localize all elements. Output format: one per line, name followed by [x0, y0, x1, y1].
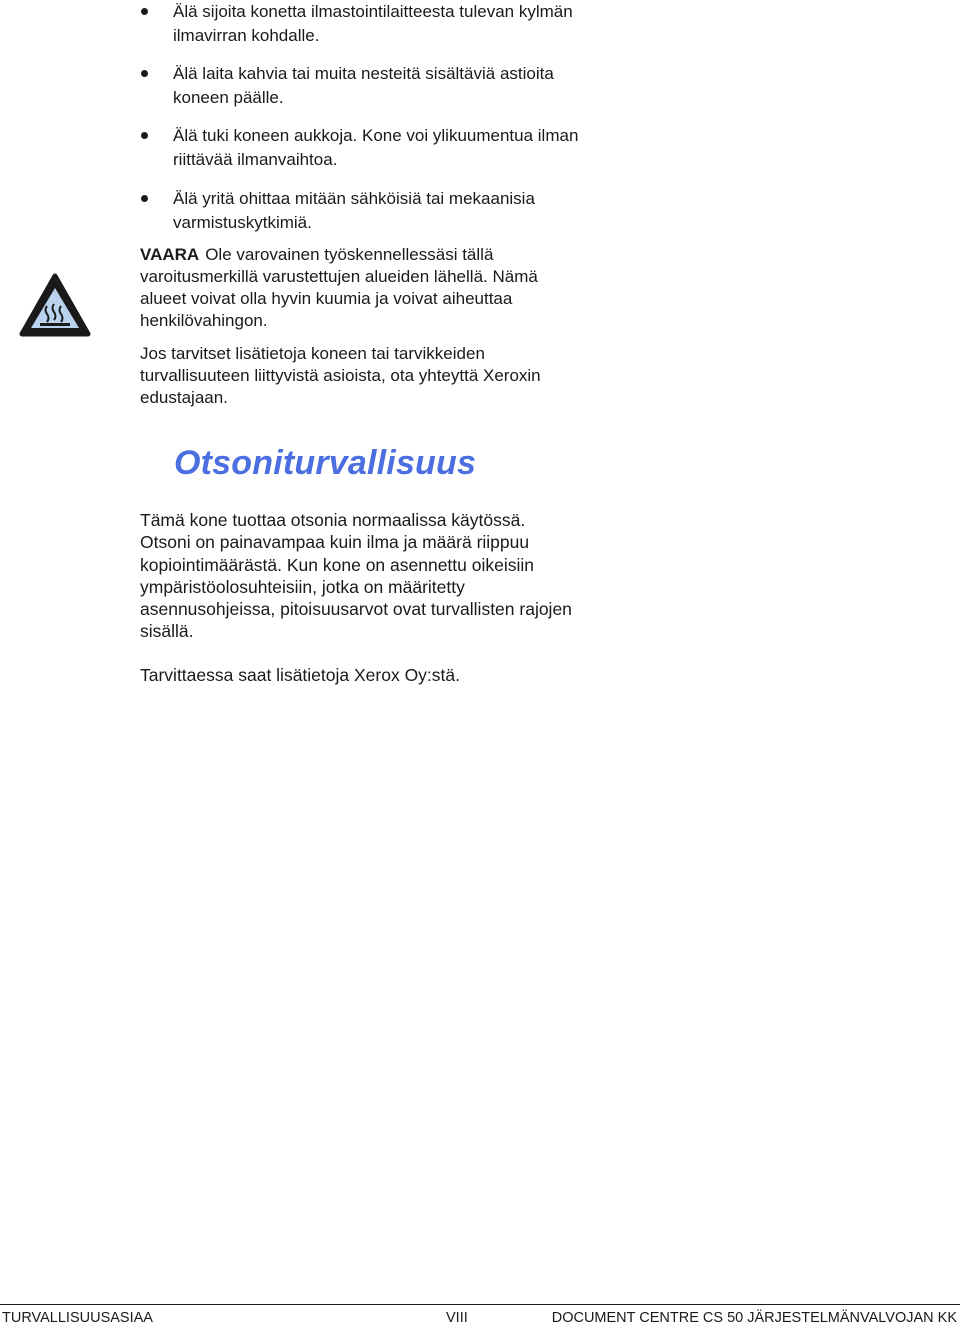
bullet-dot — [141, 70, 148, 77]
bullet-text: Älä tuki koneen aukkoja. Kone voi ylikuumentua ilman riittävää ilmanvaihtoa. — [173, 126, 579, 169]
bullet-dot — [141, 195, 148, 202]
bullet-text: Älä sijoita konetta ilmastointilaitteesta tulevan kylmän ilmavirran kohdalle. — [173, 2, 573, 45]
bullet-text: Älä laita kahvia tai muita nesteitä sisältäviä astioita koneen päälle. — [173, 64, 554, 107]
ozone-paragraph: Tämä kone tuottaa otsonia normaalissa käytössä. Otsoni on painavampaa kuin ilma ja määrä riippuu kopiointimäärästä. Kun kone on asennettu oikeisiin ympäristöolosuhteisiin, jotka on määritetty asennusohjeissa, pitoisuusarvot ovat turvallisten rajojen sisällä. — [140, 510, 572, 642]
bullet-item — [141, 124, 601, 172]
warning-text: Ole varovainen työskennellessäsi tällä varoitusmerkillä varustettujen alueiden lähellä. Nämä alueet voivat olla hyvin kuumia ja voivat aiheuttaa henkilövahingon. — [140, 245, 538, 330]
footer-divider — [0, 1304, 960, 1305]
hot-surface-warning-icon — [18, 272, 92, 338]
footer-page-number: VIII — [446, 1310, 468, 1326]
section-heading: Otsoniturvallisuus — [174, 444, 477, 482]
bullet-item — [141, 187, 601, 235]
bullet-item — [141, 0, 601, 48]
bullet-dot — [141, 8, 148, 15]
contact-paragraph: Tarvittaessa saat lisätietoja Xerox Oy:stä. — [140, 665, 460, 685]
bullet-text: Älä yritä ohittaa mitään sähköisiä tai mekaanisia varmistuskytkimiä. — [173, 189, 535, 232]
warning-paragraph — [140, 244, 570, 332]
bullet-item — [141, 62, 601, 110]
footer-document-title: DOCUMENT CENTRE CS 50 JÄRJESTELMÄNVALVOJAN KK — [551, 1310, 957, 1326]
info-paragraph: Jos tarvitset lisätietoja koneen tai tarvikkeiden turvallisuuteen liittyvistä asioista, ota yhteyttä Xeroxin edustajaan. — [140, 344, 541, 407]
bullet-dot — [141, 132, 148, 139]
footer-section-title: TURVALLISUUSASIAA — [2, 1310, 153, 1326]
warning-label: VAARA — [140, 245, 200, 264]
